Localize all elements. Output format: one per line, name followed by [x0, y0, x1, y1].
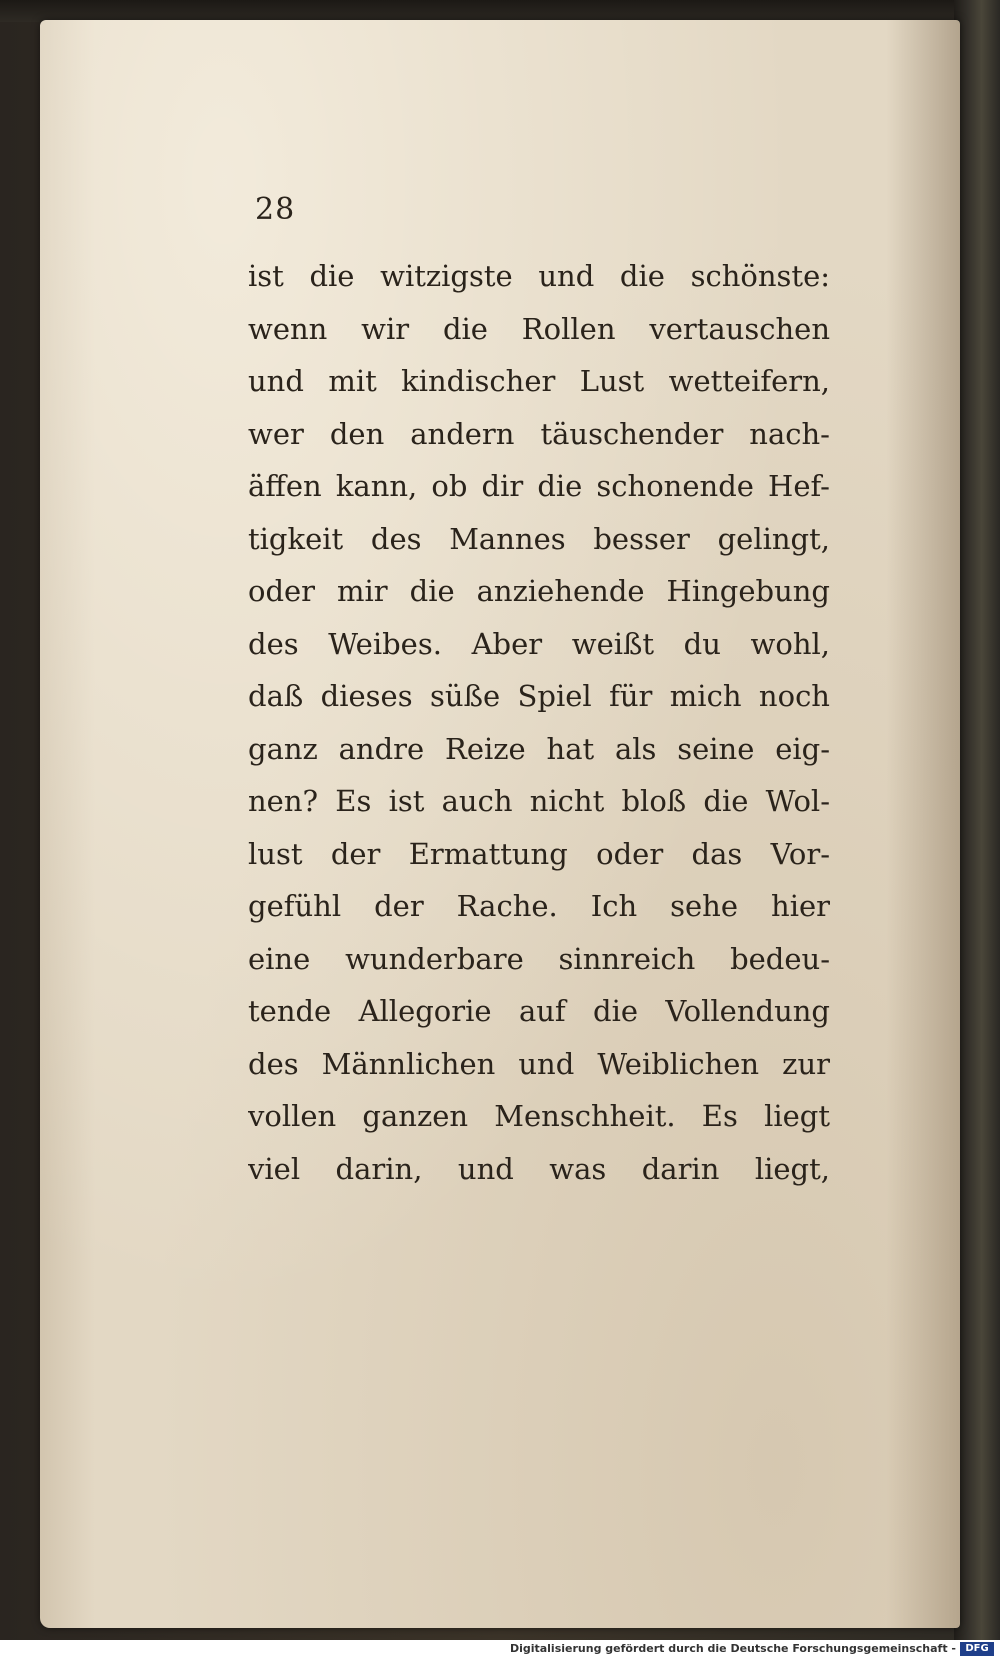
book-binding-spine: [954, 0, 1000, 1659]
text-line: lust der Ermattung oder das Vor-: [248, 836, 830, 871]
dfg-logo: DFG: [960, 1642, 994, 1656]
body-text: [248, 250, 830, 1195]
book-binding-top: [0, 0, 1000, 22]
text-line: ganz andre Reize hat als seine eig-: [248, 731, 830, 766]
text-line: daß dieses süße Spiel für mich noch: [248, 679, 830, 713]
text-line: äffen kann, ob dir die schonende Hef-: [248, 469, 830, 503]
text-line: wer den andern täuschender nach-: [248, 416, 830, 451]
text-line: gefühl der Rache. Ich sehe hier: [248, 889, 830, 923]
funding-note: Digitalisierung gefördert durch die Deutsche Forschungsgemeinschaft -: [509, 1642, 956, 1655]
text-line: des Weibes. Aber weißt du wohl,: [248, 626, 830, 661]
text-line: eine wunderbare sinnreich bedeu-: [248, 941, 830, 976]
text-line: tende Allegorie auf die Vollendung: [248, 994, 830, 1028]
page-number: 28: [255, 192, 296, 227]
text-line: tigkeit des Mannes besser gelingt,: [248, 521, 830, 556]
text-line: nen? Es ist auch nicht bloß die Wol-: [248, 784, 830, 818]
text-line: des Männlichen und Weiblichen zur: [248, 1046, 830, 1081]
text-line: ist die witzigste und die schönste:: [248, 259, 830, 293]
paper-page: [40, 20, 960, 1628]
text-line: viel darin, und was darin liegt,: [248, 1151, 830, 1186]
text-line: vollen ganzen Menschheit. Es liegt: [248, 1099, 830, 1133]
text-line: und mit kindischer Lust wetteifern,: [248, 364, 830, 398]
text-line: oder mir die anziehende Hingebung: [248, 574, 830, 608]
text-line: wenn wir die Rollen vertauschen: [248, 311, 830, 346]
